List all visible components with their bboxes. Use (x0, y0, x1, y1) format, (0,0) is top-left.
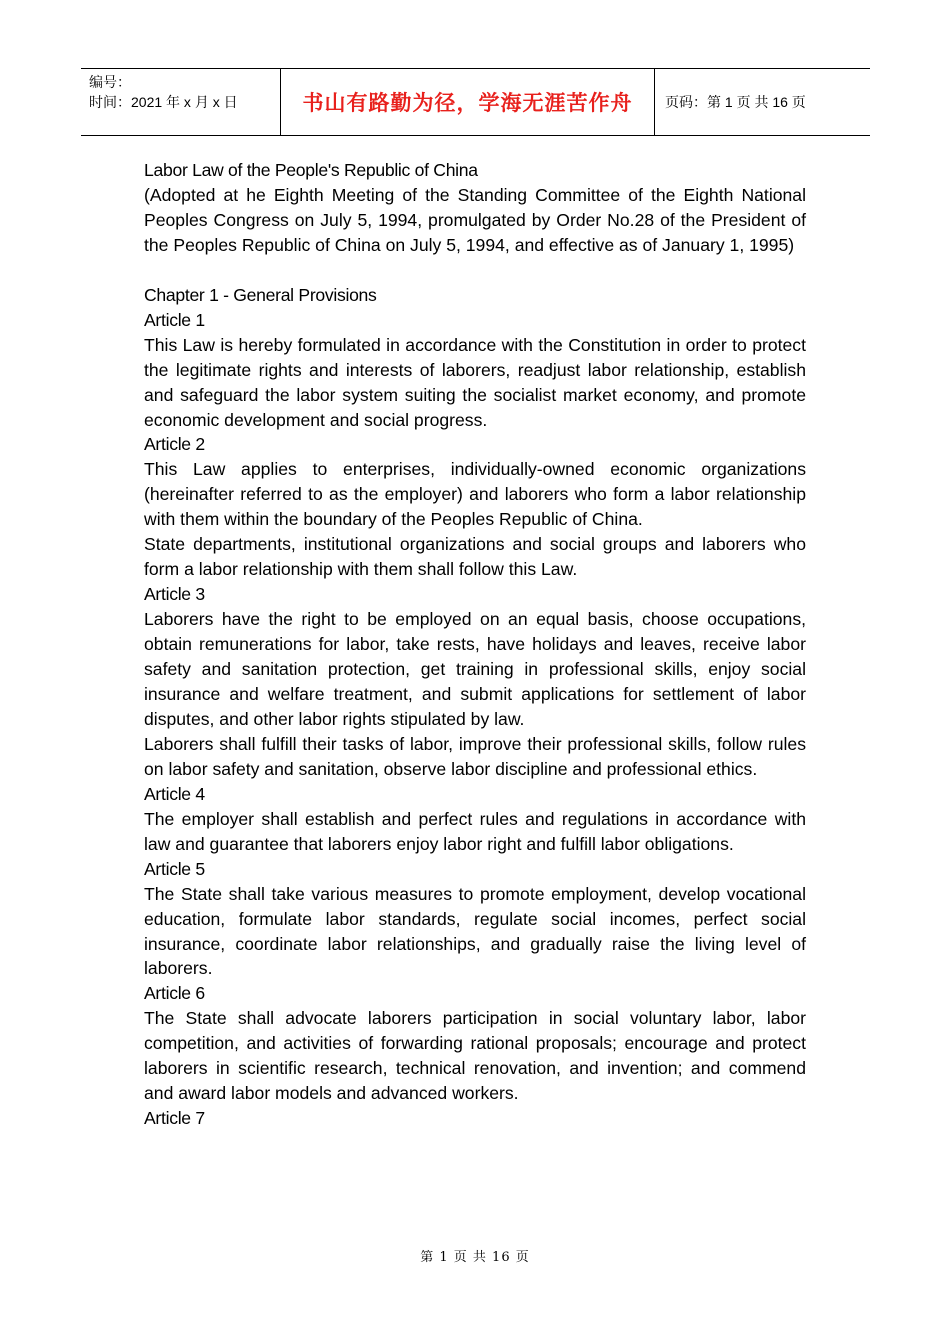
chapter-title: Chapter 1 - General Provisions (144, 284, 377, 305)
header-meta-cell (81, 69, 281, 135)
article-paragraph: The employer shall establish and perfect rules and regulations in accordance with law and guarantee that laborers enjoy labor right and fulfill labor obligations. (144, 808, 806, 854)
article-paragraph: The State shall advocate laborers participation in social voluntary labor, labor competition, and activities of forwarding rational proposals; encourage and protect laborers in scientific research, technical renovation, and invention; and commend and award labor models and advanced workers. (144, 1008, 806, 1104)
article-heading: Article 4 (144, 783, 205, 804)
article-paragraph: Laborers have the right to be employed on an equal basis, choose occupations, obtain remunerations for labor, take rests, have holidays and leaves, receive labor safety and sanitation protection, get training in professional skills, enjoy social insurance and welfare treatment, and submit applications for settlement of labor disputes, and other labor rights stipulated by law. (144, 609, 806, 729)
document-number-label: 编号： (89, 74, 131, 90)
article-paragraph: The State shall take various measures to promote employment, develop vocational education, formulate labor standards, regulate social incomes, perfect social insurance, coordinate labor relationships, and gradually raise the living level of laborers. (144, 883, 806, 979)
document-body (144, 158, 806, 1131)
header-page-cell (655, 69, 870, 135)
article-heading: Article 2 (144, 434, 205, 455)
article-heading: Article 3 (144, 584, 205, 605)
article-heading: Article 1 (144, 309, 205, 330)
blank-line (144, 258, 806, 283)
header-motto-cell (281, 69, 655, 135)
article-heading: Article 7 (144, 1108, 205, 1129)
article-paragraph: Laborers shall fulfill their tasks of labor, improve their professional skills, follow rules on labor safety and sanitation, observe labor discipline and professional ethics. (144, 733, 806, 779)
article-paragraph: This Law is hereby formulated in accordance with the Constitution in order to protect the legitimate rights and interests of laborers, readjust labor relationship, establish and safeguard the labor system suiting the socialist market economy, and promote economic development and social progress. (144, 334, 806, 430)
header-page-info: 页码：第 1 页 共 16 页 (665, 94, 806, 110)
adoption-note: (Adopted at he Eighth Meeting of the Standing Committee of the Eighth National Peoples Congress on July 5, 1994, promulgated by Order No.28 of the President of the Peoples Republic of China on July 5, 1994, and effective as of January 1, 1995) (144, 184, 806, 255)
article-paragraph: This Law applies to enterprises, individually-owned economic organizations (hereinafter referred to as the employer) and laborers who form a labor relationship with them within the boundary of the Peoples Republic of China. (144, 459, 806, 530)
article-paragraph: State departments, institutional organizations and social groups and laborers who form a labor relationship with them shall follow this Law. (144, 534, 806, 580)
page-footer: 第 1 页 共 16 页 (420, 1250, 530, 1265)
header-motto: 书山有路勤为径，学海无涯苦作舟 (302, 91, 633, 115)
page-header (81, 68, 870, 136)
article-heading: Article 5 (144, 858, 205, 879)
document-date-label: 时间：2021 年 x 月 x 日 (89, 94, 238, 110)
document-title: Labor Law of the People's Republic of China (144, 160, 478, 180)
article-heading: Article 6 (144, 983, 205, 1004)
